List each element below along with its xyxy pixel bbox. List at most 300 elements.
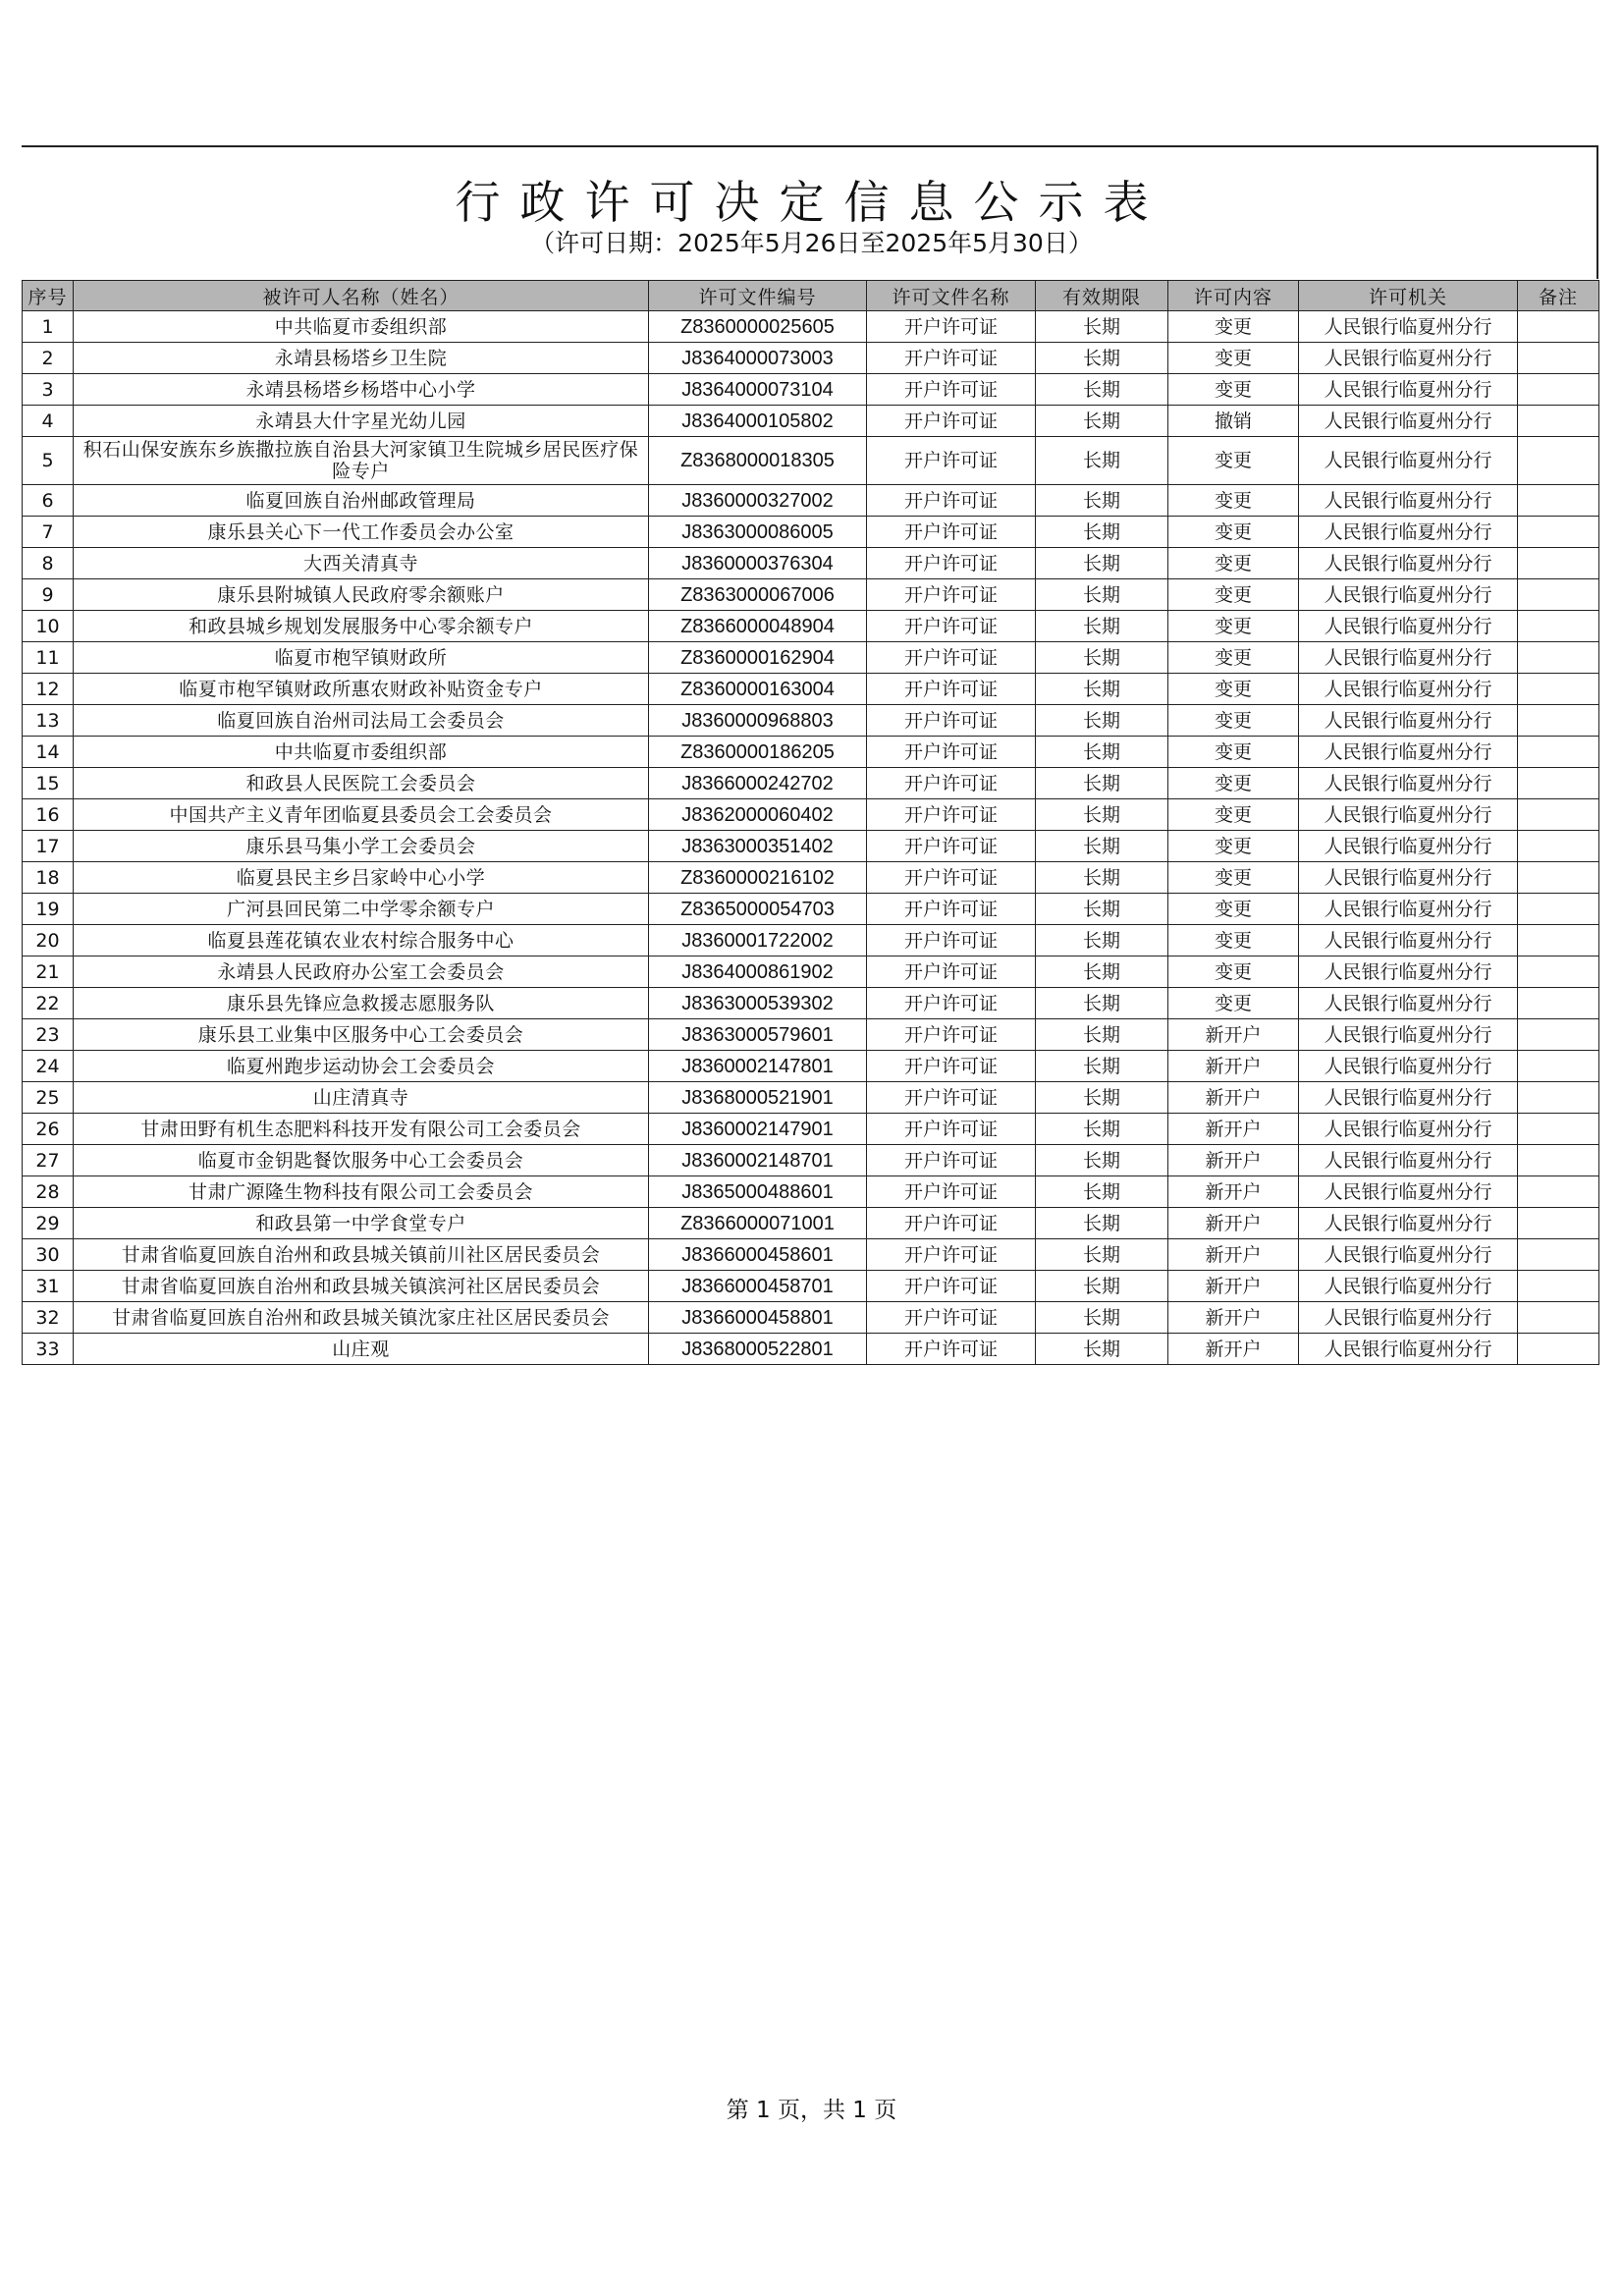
validity-term: 长期 <box>1036 642 1168 674</box>
permit-number: J8363000086005 <box>649 517 867 548</box>
permit-authority: 人民银行临夏州分行 <box>1299 957 1518 988</box>
licensee-name: 永靖县人民政府办公室工会委员会 <box>74 957 649 988</box>
permit-number: Z8365000054703 <box>649 894 867 925</box>
remark-cell <box>1518 611 1599 642</box>
row-number: 11 <box>23 642 74 674</box>
permit-authority: 人民银行临夏州分行 <box>1299 1334 1518 1365</box>
permit-number: J8360002148701 <box>649 1145 867 1176</box>
permit-authority: 人民银行临夏州分行 <box>1299 311 1518 343</box>
licensee-name: 和政县人民医院工会委员会 <box>74 768 649 799</box>
permit-authority: 人民银行临夏州分行 <box>1299 831 1518 862</box>
permit-authority: 人民银行临夏州分行 <box>1299 925 1518 957</box>
validity-term: 长期 <box>1036 437 1168 485</box>
licensee-name: 和政县城乡规划发展服务中心零余额专户 <box>74 611 649 642</box>
table-row <box>23 1019 1599 1051</box>
validity-term: 长期 <box>1036 674 1168 705</box>
permit-content: 变更 <box>1168 517 1299 548</box>
table-row <box>23 406 1599 437</box>
validity-term: 长期 <box>1036 611 1168 642</box>
validity-term: 长期 <box>1036 925 1168 957</box>
permit-content: 变更 <box>1168 737 1299 768</box>
validity-term: 长期 <box>1036 343 1168 374</box>
permit-authority: 人民银行临夏州分行 <box>1299 406 1518 437</box>
row-number: 18 <box>23 862 74 894</box>
permit-number: J8363000579601 <box>649 1019 867 1051</box>
permit-authority: 人民银行临夏州分行 <box>1299 894 1518 925</box>
permit-number: J8363000351402 <box>649 831 867 862</box>
remark-cell <box>1518 737 1599 768</box>
validity-term: 长期 <box>1036 517 1168 548</box>
table-row <box>23 768 1599 799</box>
remark-cell <box>1518 406 1599 437</box>
remark-cell <box>1518 343 1599 374</box>
permit-number: J8368000521901 <box>649 1082 867 1114</box>
permit-content: 变更 <box>1168 611 1299 642</box>
table-row <box>23 1145 1599 1176</box>
permit-document-name: 开户许可证 <box>867 799 1036 831</box>
row-number: 29 <box>23 1208 74 1239</box>
licensee-name: 中共临夏市委组织部 <box>74 311 649 343</box>
licensee-name: 中共临夏市委组织部 <box>74 737 649 768</box>
permit-number: J8360001722002 <box>649 925 867 957</box>
validity-term: 长期 <box>1036 406 1168 437</box>
validity-term: 长期 <box>1036 768 1168 799</box>
licensee-name: 临夏回族自治州邮政管理局 <box>74 485 649 517</box>
permit-number: Z8366000048904 <box>649 611 867 642</box>
remark-cell <box>1518 894 1599 925</box>
table-body <box>23 311 1599 1365</box>
licensee-name: 康乐县马集小学工会委员会 <box>74 831 649 862</box>
permit-document-name: 开户许可证 <box>867 1334 1036 1365</box>
remark-cell <box>1518 311 1599 343</box>
remark-cell <box>1518 548 1599 579</box>
validity-term: 长期 <box>1036 894 1168 925</box>
table-row <box>23 517 1599 548</box>
validity-term: 长期 <box>1036 831 1168 862</box>
permit-document-name: 开户许可证 <box>867 517 1036 548</box>
permit-document-name: 开户许可证 <box>867 548 1036 579</box>
table-row <box>23 894 1599 925</box>
permit-number: J8363000539302 <box>649 988 867 1019</box>
permit-authority: 人民银行临夏州分行 <box>1299 1019 1518 1051</box>
validity-term: 长期 <box>1036 799 1168 831</box>
row-number: 8 <box>23 548 74 579</box>
permit-document-name: 开户许可证 <box>867 485 1036 517</box>
table-row <box>23 925 1599 957</box>
table-row <box>23 831 1599 862</box>
row-number: 16 <box>23 799 74 831</box>
permit-content: 新开户 <box>1168 1208 1299 1239</box>
table-row <box>23 548 1599 579</box>
table-row <box>23 485 1599 517</box>
validity-term: 长期 <box>1036 548 1168 579</box>
permit-number: J8360000968803 <box>649 705 867 737</box>
permit-document-name: 开户许可证 <box>867 862 1036 894</box>
permit-document-name: 开户许可证 <box>867 611 1036 642</box>
remark-cell <box>1518 485 1599 517</box>
permit-number: Z8368000018305 <box>649 437 867 485</box>
permit-document-name: 开户许可证 <box>867 437 1036 485</box>
licensee-name: 临夏县民主乡吕家岭中心小学 <box>74 862 649 894</box>
validity-term: 长期 <box>1036 1208 1168 1239</box>
permit-number: Z8360000025605 <box>649 311 867 343</box>
permit-content: 变更 <box>1168 705 1299 737</box>
permit-content: 变更 <box>1168 894 1299 925</box>
permit-number: J8360002147801 <box>649 1051 867 1082</box>
licensee-name: 中国共产主义青年团临夏县委员会工会委员会 <box>74 799 649 831</box>
permit-number: J8360000376304 <box>649 548 867 579</box>
header-cell: 备注 <box>1518 281 1599 311</box>
row-number: 13 <box>23 705 74 737</box>
remark-cell <box>1518 988 1599 1019</box>
row-number: 15 <box>23 768 74 799</box>
row-number: 24 <box>23 1051 74 1082</box>
permit-content: 新开户 <box>1168 1082 1299 1114</box>
permit-authority: 人民银行临夏州分行 <box>1299 611 1518 642</box>
permit-authority: 人民银行临夏州分行 <box>1299 548 1518 579</box>
permit-document-name: 开户许可证 <box>867 894 1036 925</box>
row-number: 27 <box>23 1145 74 1176</box>
permit-document-name: 开户许可证 <box>867 374 1036 406</box>
permit-number: Z8360000162904 <box>649 642 867 674</box>
remark-cell <box>1518 862 1599 894</box>
permit-number: Z8360000216102 <box>649 862 867 894</box>
permit-table <box>22 280 1599 1365</box>
licensee-name: 积石山保安族东乡族撒拉族自治县大河家镇卫生院城乡居民医疗保险专户 <box>74 437 649 485</box>
remark-cell <box>1518 799 1599 831</box>
permit-document-name: 开户许可证 <box>867 957 1036 988</box>
validity-term: 长期 <box>1036 579 1168 611</box>
validity-term: 长期 <box>1036 988 1168 1019</box>
remark-cell <box>1518 831 1599 862</box>
permit-number: J8368000522801 <box>649 1334 867 1365</box>
table-row <box>23 988 1599 1019</box>
licensee-name: 临夏县莲花镇农业农村综合服务中心 <box>74 925 649 957</box>
table-header-row <box>23 281 1599 311</box>
row-number: 23 <box>23 1019 74 1051</box>
permit-number: Z8366000071001 <box>649 1208 867 1239</box>
licensee-name: 甘肃田野有机生态肥料科技开发有限公司工会委员会 <box>74 1114 649 1145</box>
licensee-name: 山庄清真寺 <box>74 1082 649 1114</box>
permit-content: 新开户 <box>1168 1334 1299 1365</box>
licensee-name: 山庄观 <box>74 1334 649 1365</box>
permit-number: Z8363000067006 <box>649 579 867 611</box>
validity-term: 长期 <box>1036 374 1168 406</box>
permit-content: 新开户 <box>1168 1019 1299 1051</box>
licensee-name: 永靖县杨塔乡杨塔中心小学 <box>74 374 649 406</box>
validity-term: 长期 <box>1036 1176 1168 1208</box>
remark-cell <box>1518 674 1599 705</box>
permit-document-name: 开户许可证 <box>867 1239 1036 1271</box>
row-number: 33 <box>23 1334 74 1365</box>
table-row <box>23 1114 1599 1145</box>
permit-document-name: 开户许可证 <box>867 768 1036 799</box>
licensee-name: 临夏州跑步运动协会工会委员会 <box>74 1051 649 1082</box>
validity-term: 长期 <box>1036 737 1168 768</box>
permit-document-name: 开户许可证 <box>867 1145 1036 1176</box>
permit-authority: 人民银行临夏州分行 <box>1299 1271 1518 1302</box>
licensee-name: 大西关清真寺 <box>74 548 649 579</box>
permit-document-name: 开户许可证 <box>867 674 1036 705</box>
licensee-name: 和政县第一中学食堂专户 <box>74 1208 649 1239</box>
permit-document-name: 开户许可证 <box>867 925 1036 957</box>
permit-authority: 人民银行临夏州分行 <box>1299 988 1518 1019</box>
row-number: 32 <box>23 1302 74 1334</box>
permit-content: 变更 <box>1168 548 1299 579</box>
row-number: 5 <box>23 437 74 485</box>
validity-term: 长期 <box>1036 1051 1168 1082</box>
permit-content: 变更 <box>1168 957 1299 988</box>
permit-authority: 人民银行临夏州分行 <box>1299 737 1518 768</box>
permit-content: 新开户 <box>1168 1271 1299 1302</box>
page-title: 行政许可决定信息公示表 <box>455 176 1168 229</box>
table-row <box>23 374 1599 406</box>
permit-content: 新开户 <box>1168 1145 1299 1176</box>
permit-authority: 人民银行临夏州分行 <box>1299 343 1518 374</box>
row-number: 6 <box>23 485 74 517</box>
permit-content: 撤销 <box>1168 406 1299 437</box>
remark-cell <box>1518 517 1599 548</box>
permit-number: J8364000073003 <box>649 343 867 374</box>
permit-number: J8362000060402 <box>649 799 867 831</box>
header-cell: 有效期限 <box>1036 281 1168 311</box>
validity-term: 长期 <box>1036 957 1168 988</box>
permit-content: 变更 <box>1168 579 1299 611</box>
table-row <box>23 1208 1599 1239</box>
permit-document-name: 开户许可证 <box>867 1114 1036 1145</box>
table-row <box>23 1334 1599 1365</box>
licensee-name: 临夏回族自治州司法局工会委员会 <box>74 705 649 737</box>
permit-document-name: 开户许可证 <box>867 1051 1036 1082</box>
permit-content: 变更 <box>1168 642 1299 674</box>
permit-number: Z8360000163004 <box>649 674 867 705</box>
permit-authority: 人民银行临夏州分行 <box>1299 674 1518 705</box>
table-row <box>23 579 1599 611</box>
licensee-name: 甘肃省临夏回族自治州和政县城关镇前川社区居民委员会 <box>74 1239 649 1271</box>
permit-document-name: 开户许可证 <box>867 1271 1036 1302</box>
remark-cell <box>1518 768 1599 799</box>
row-number: 14 <box>23 737 74 768</box>
table-row <box>23 674 1599 705</box>
remark-cell <box>1518 1334 1599 1365</box>
permit-authority: 人民银行临夏州分行 <box>1299 374 1518 406</box>
permit-content: 变更 <box>1168 831 1299 862</box>
remark-cell <box>1518 1145 1599 1176</box>
row-number: 30 <box>23 1239 74 1271</box>
remark-cell <box>1518 642 1599 674</box>
permit-authority: 人民银行临夏州分行 <box>1299 579 1518 611</box>
table-row <box>23 1302 1599 1334</box>
header-cell: 许可文件名称 <box>867 281 1036 311</box>
validity-term: 长期 <box>1036 1019 1168 1051</box>
licensee-name: 康乐县关心下一代工作委员会办公室 <box>74 517 649 548</box>
permit-content: 变更 <box>1168 799 1299 831</box>
permit-document-name: 开户许可证 <box>867 579 1036 611</box>
validity-term: 长期 <box>1036 1239 1168 1271</box>
validity-term: 长期 <box>1036 1271 1168 1302</box>
permit-authority: 人民银行临夏州分行 <box>1299 642 1518 674</box>
row-number: 22 <box>23 988 74 1019</box>
table-row <box>23 642 1599 674</box>
permit-authority: 人民银行临夏州分行 <box>1299 517 1518 548</box>
row-number: 1 <box>23 311 74 343</box>
row-number: 28 <box>23 1176 74 1208</box>
permit-document-name: 开户许可证 <box>867 1019 1036 1051</box>
permit-authority: 人民银行临夏州分行 <box>1299 1208 1518 1239</box>
validity-term: 长期 <box>1036 311 1168 343</box>
permit-content: 变更 <box>1168 988 1299 1019</box>
permit-content: 新开户 <box>1168 1176 1299 1208</box>
table-row <box>23 737 1599 768</box>
permit-authority: 人民银行临夏州分行 <box>1299 768 1518 799</box>
permit-number: J8366000458801 <box>649 1302 867 1334</box>
permit-document-name: 开户许可证 <box>867 642 1036 674</box>
permit-authority: 人民银行临夏州分行 <box>1299 485 1518 517</box>
permit-number: J8364000861902 <box>649 957 867 988</box>
licensee-name: 临夏市枹罕镇财政所 <box>74 642 649 674</box>
row-number: 17 <box>23 831 74 862</box>
page-subtitle: （许可日期：2025年5月26日至2025年5月30日） <box>530 229 1093 257</box>
licensee-name: 康乐县工业集中区服务中心工会委员会 <box>74 1019 649 1051</box>
licensee-name: 康乐县先锋应急救援志愿服务队 <box>74 988 649 1019</box>
licensee-name: 永靖县大什字星光幼儿园 <box>74 406 649 437</box>
remark-cell <box>1518 1208 1599 1239</box>
permit-content: 变更 <box>1168 768 1299 799</box>
permit-document-name: 开户许可证 <box>867 1208 1036 1239</box>
row-number: 19 <box>23 894 74 925</box>
permit-content: 新开户 <box>1168 1051 1299 1082</box>
row-number: 4 <box>23 406 74 437</box>
permit-number: J8364000105802 <box>649 406 867 437</box>
page-footer: 第 1 页，共 1 页 <box>726 2098 897 2123</box>
remark-cell <box>1518 1019 1599 1051</box>
licensee-name: 临夏市枹罕镇财政所惠农财政补贴资金专户 <box>74 674 649 705</box>
remark-cell <box>1518 1176 1599 1208</box>
permit-number: J8365000488601 <box>649 1176 867 1208</box>
permit-content: 变更 <box>1168 862 1299 894</box>
row-number: 9 <box>23 579 74 611</box>
permit-content: 变更 <box>1168 674 1299 705</box>
table-row <box>23 1051 1599 1082</box>
table-row <box>23 343 1599 374</box>
table-row <box>23 705 1599 737</box>
permit-authority: 人民银行临夏州分行 <box>1299 1082 1518 1114</box>
permit-number: J8366000458701 <box>649 1271 867 1302</box>
permit-document-name: 开户许可证 <box>867 1302 1036 1334</box>
remark-cell <box>1518 957 1599 988</box>
validity-term: 长期 <box>1036 862 1168 894</box>
row-number: 26 <box>23 1114 74 1145</box>
permit-authority: 人民银行临夏州分行 <box>1299 1051 1518 1082</box>
permit-number: Z8360000186205 <box>649 737 867 768</box>
row-number: 25 <box>23 1082 74 1114</box>
remark-cell <box>1518 1114 1599 1145</box>
permit-authority: 人民银行临夏州分行 <box>1299 705 1518 737</box>
permit-document-name: 开户许可证 <box>867 705 1036 737</box>
permit-content: 变更 <box>1168 925 1299 957</box>
header-cell: 许可机关 <box>1299 281 1518 311</box>
validity-term: 长期 <box>1036 485 1168 517</box>
permit-document-name: 开户许可证 <box>867 737 1036 768</box>
licensee-name: 甘肃省临夏回族自治州和政县城关镇沈家庄社区居民委员会 <box>74 1302 649 1334</box>
header-cell: 被许可人名称（姓名） <box>74 281 649 311</box>
remark-cell <box>1518 374 1599 406</box>
permit-number: J8360002147901 <box>649 1114 867 1145</box>
permit-content: 变更 <box>1168 311 1299 343</box>
remark-cell <box>1518 925 1599 957</box>
row-number: 21 <box>23 957 74 988</box>
permit-document-name: 开户许可证 <box>867 343 1036 374</box>
row-number: 3 <box>23 374 74 406</box>
permit-number: J8360000327002 <box>649 485 867 517</box>
header-cell: 许可内容 <box>1168 281 1299 311</box>
permit-content: 变更 <box>1168 485 1299 517</box>
permit-authority: 人民银行临夏州分行 <box>1299 437 1518 485</box>
table-row <box>23 862 1599 894</box>
permit-number: J8366000242702 <box>649 768 867 799</box>
licensee-name: 甘肃省临夏回族自治州和政县城关镇滨河社区居民委员会 <box>74 1271 649 1302</box>
permit-content: 变更 <box>1168 343 1299 374</box>
table-row <box>23 1271 1599 1302</box>
remark-cell <box>1518 1302 1599 1334</box>
licensee-name: 临夏市金钥匙餐饮服务中心工会委员会 <box>74 1145 649 1176</box>
row-number: 2 <box>23 343 74 374</box>
licensee-name: 永靖县杨塔乡卫生院 <box>74 343 649 374</box>
table-row <box>23 311 1599 343</box>
row-number: 12 <box>23 674 74 705</box>
table-row <box>23 1176 1599 1208</box>
permit-content: 变更 <box>1168 374 1299 406</box>
remark-cell <box>1518 1271 1599 1302</box>
permit-authority: 人民银行临夏州分行 <box>1299 1114 1518 1145</box>
validity-term: 长期 <box>1036 1302 1168 1334</box>
remark-cell <box>1518 705 1599 737</box>
permit-authority: 人民银行临夏州分行 <box>1299 1176 1518 1208</box>
permit-content: 新开户 <box>1168 1302 1299 1334</box>
permit-number: J8364000073104 <box>649 374 867 406</box>
header-cell: 序号 <box>23 281 74 311</box>
remark-cell <box>1518 1051 1599 1082</box>
row-number: 20 <box>23 925 74 957</box>
row-number: 10 <box>23 611 74 642</box>
validity-term: 长期 <box>1036 1114 1168 1145</box>
permit-authority: 人民银行临夏州分行 <box>1299 799 1518 831</box>
table-row <box>23 957 1599 988</box>
validity-term: 长期 <box>1036 1082 1168 1114</box>
permit-document-name: 开户许可证 <box>867 988 1036 1019</box>
remark-cell <box>1518 1082 1599 1114</box>
permit-authority: 人民银行临夏州分行 <box>1299 1145 1518 1176</box>
permit-content: 新开户 <box>1168 1239 1299 1271</box>
table-row <box>23 611 1599 642</box>
table-row <box>23 1082 1599 1114</box>
row-number: 7 <box>23 517 74 548</box>
permit-number: J8366000458601 <box>649 1239 867 1271</box>
permit-document-name: 开户许可证 <box>867 831 1036 862</box>
header-cell: 许可文件编号 <box>649 281 867 311</box>
licensee-name: 广河县回民第二中学零余额专户 <box>74 894 649 925</box>
table-row <box>23 437 1599 485</box>
permit-document-name: 开户许可证 <box>867 1082 1036 1114</box>
remark-cell <box>1518 437 1599 485</box>
row-number: 31 <box>23 1271 74 1302</box>
validity-term: 长期 <box>1036 1145 1168 1176</box>
validity-term: 长期 <box>1036 1334 1168 1365</box>
permit-authority: 人民银行临夏州分行 <box>1299 862 1518 894</box>
licensee-name: 甘肃广源隆生物科技有限公司工会委员会 <box>74 1176 649 1208</box>
table-row <box>23 799 1599 831</box>
validity-term: 长期 <box>1036 705 1168 737</box>
